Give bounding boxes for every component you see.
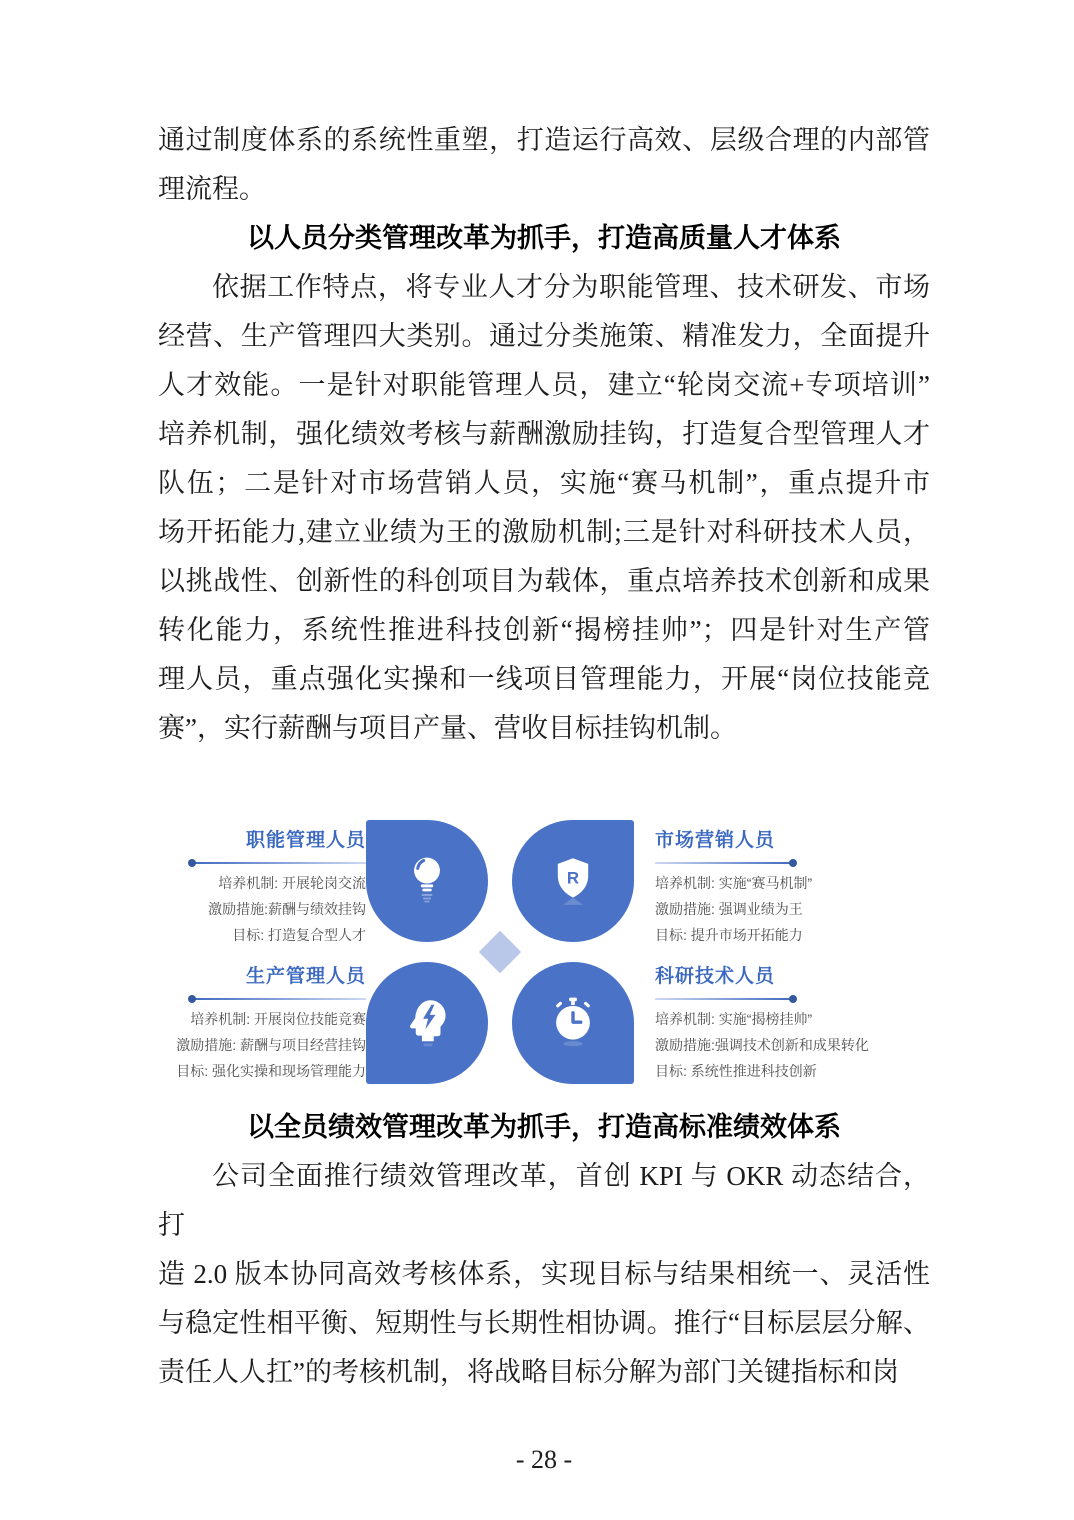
text-line: 理流程。 xyxy=(158,174,266,204)
text-line: 经营、生产管理四大类别。通过分类施策、精准发力，全面提升 xyxy=(158,321,930,351)
title-rule xyxy=(190,862,366,864)
text-line: 理人员，重点强化实操和一线项目管理能力，开展“岗位技能竞 xyxy=(158,664,930,694)
label-production xyxy=(138,965,366,1084)
quadrant-details xyxy=(655,870,883,948)
section-heading-talent: 以人员分类管理改革为抓手，打造高质量人才体系 xyxy=(247,223,841,253)
text-line: 造 2.0 版本协同高效考核体系，实现目标与结果相统一、灵活性 xyxy=(158,1259,930,1289)
lightbulb-icon xyxy=(400,852,454,911)
quadrant-title: 生产管理人员 xyxy=(245,966,366,987)
text-line: 培养机制: 实施“赛马机制” xyxy=(655,875,813,891)
text-line: 激励措施: 薪酬与项目经营挂钩 xyxy=(176,1037,366,1053)
text-line: 目标: 打造复合型人才 xyxy=(232,927,366,943)
text-line: 转化能力，系统性推进科技创新“揭榜挂帅”；四是针对生产管 xyxy=(158,615,930,645)
petal-marketing xyxy=(512,820,634,942)
text-line: 通过制度体系的系统性重塑，打造运行高效、层级合理的内部管 xyxy=(158,125,930,155)
text-line: 培养机制，强化绩效考核与薪酬激励挂钩，打造复合型管理人才 xyxy=(158,419,930,449)
personnel-quadrant-diagram xyxy=(0,753,1074,1103)
head-bolt-icon xyxy=(400,994,454,1053)
center-diamond xyxy=(479,931,521,973)
text-line: 与稳定性相平衡、短期性与长期性相协调。推行“目标层层分解、 xyxy=(158,1308,930,1338)
text-line: 队伍；二是针对市场营销人员，实施“赛马机制”，重点提升市 xyxy=(158,468,930,498)
paragraph-talent-classification xyxy=(158,263,930,753)
text-line: 赛”，实行薪酬与项目产量、营收目标挂钩机制。 xyxy=(158,713,737,743)
text-line: 人才效能。一是针对职能管理人员，建立“轮岗交流+专项培训” xyxy=(158,370,930,400)
label-research xyxy=(655,965,883,1084)
text-line: 培养机制: 开展岗位技能竞赛 xyxy=(190,1011,366,1027)
page-number: - 28 - xyxy=(515,1445,573,1474)
title-rule xyxy=(190,998,366,1000)
title-rule xyxy=(655,862,795,864)
quadrant-details xyxy=(138,870,366,948)
text-line: 依据工作特点，将专业人才分为职能管理、技术研发、市场 xyxy=(212,272,930,302)
text-line: 目标: 强化实操和现场管理能力 xyxy=(176,1063,366,1079)
paragraph-performance-reform xyxy=(158,1152,930,1397)
shield-letter: R xyxy=(566,868,580,887)
text-line: 责任人人扛”的考核机制，将战略目标分解为部门关键指标和岗 xyxy=(158,1357,899,1387)
label-functional-management xyxy=(138,829,366,948)
paragraph-intro xyxy=(158,116,930,214)
text-line: 激励措施: 强调业绩为王 xyxy=(655,901,803,917)
text-line: 培养机制: 开展轮岗交流 xyxy=(218,875,366,891)
petal-production xyxy=(366,962,488,1084)
title-rule xyxy=(655,998,795,1000)
stopwatch-icon xyxy=(546,994,600,1053)
text-column xyxy=(158,116,930,1475)
text-line: 目标: 提升市场开拓能力 xyxy=(655,927,803,943)
text-line: 培养机制: 实施“揭榜挂帅” xyxy=(655,1011,813,1027)
text-line: 激励措施:薪酬与绩效挂钩 xyxy=(208,901,366,917)
text-line: 目标: 系统性推进科技创新 xyxy=(655,1063,817,1079)
petal-functional-management xyxy=(366,820,488,942)
label-marketing xyxy=(655,829,883,948)
text-line: 场开拓能力,建立业绩为王的激励机制;三是针对科研技术人员， xyxy=(158,517,930,547)
quadrant-title: 市场营销人员 xyxy=(655,830,776,851)
quadrant-details xyxy=(655,1006,883,1084)
shield-r-icon xyxy=(546,852,600,911)
text-line: 激励措施:强调技术创新和成果转化 xyxy=(655,1037,869,1053)
text-line: 以挑战性、创新性的科创项目为载体，重点培养技术创新和成果 xyxy=(158,566,930,596)
section-heading-performance: 以全员绩效管理改革为抓手，打造高标准绩效体系 xyxy=(247,1112,841,1142)
quadrant-title: 职能管理人员 xyxy=(245,830,366,851)
quadrant-details xyxy=(138,1006,366,1084)
petal-research xyxy=(512,962,634,1084)
text-line: 公司全面推行绩效管理改革，首创 KPI 与 OKR 动态结合，打 xyxy=(158,1161,930,1240)
quadrant-title: 科研技术人员 xyxy=(655,966,776,987)
